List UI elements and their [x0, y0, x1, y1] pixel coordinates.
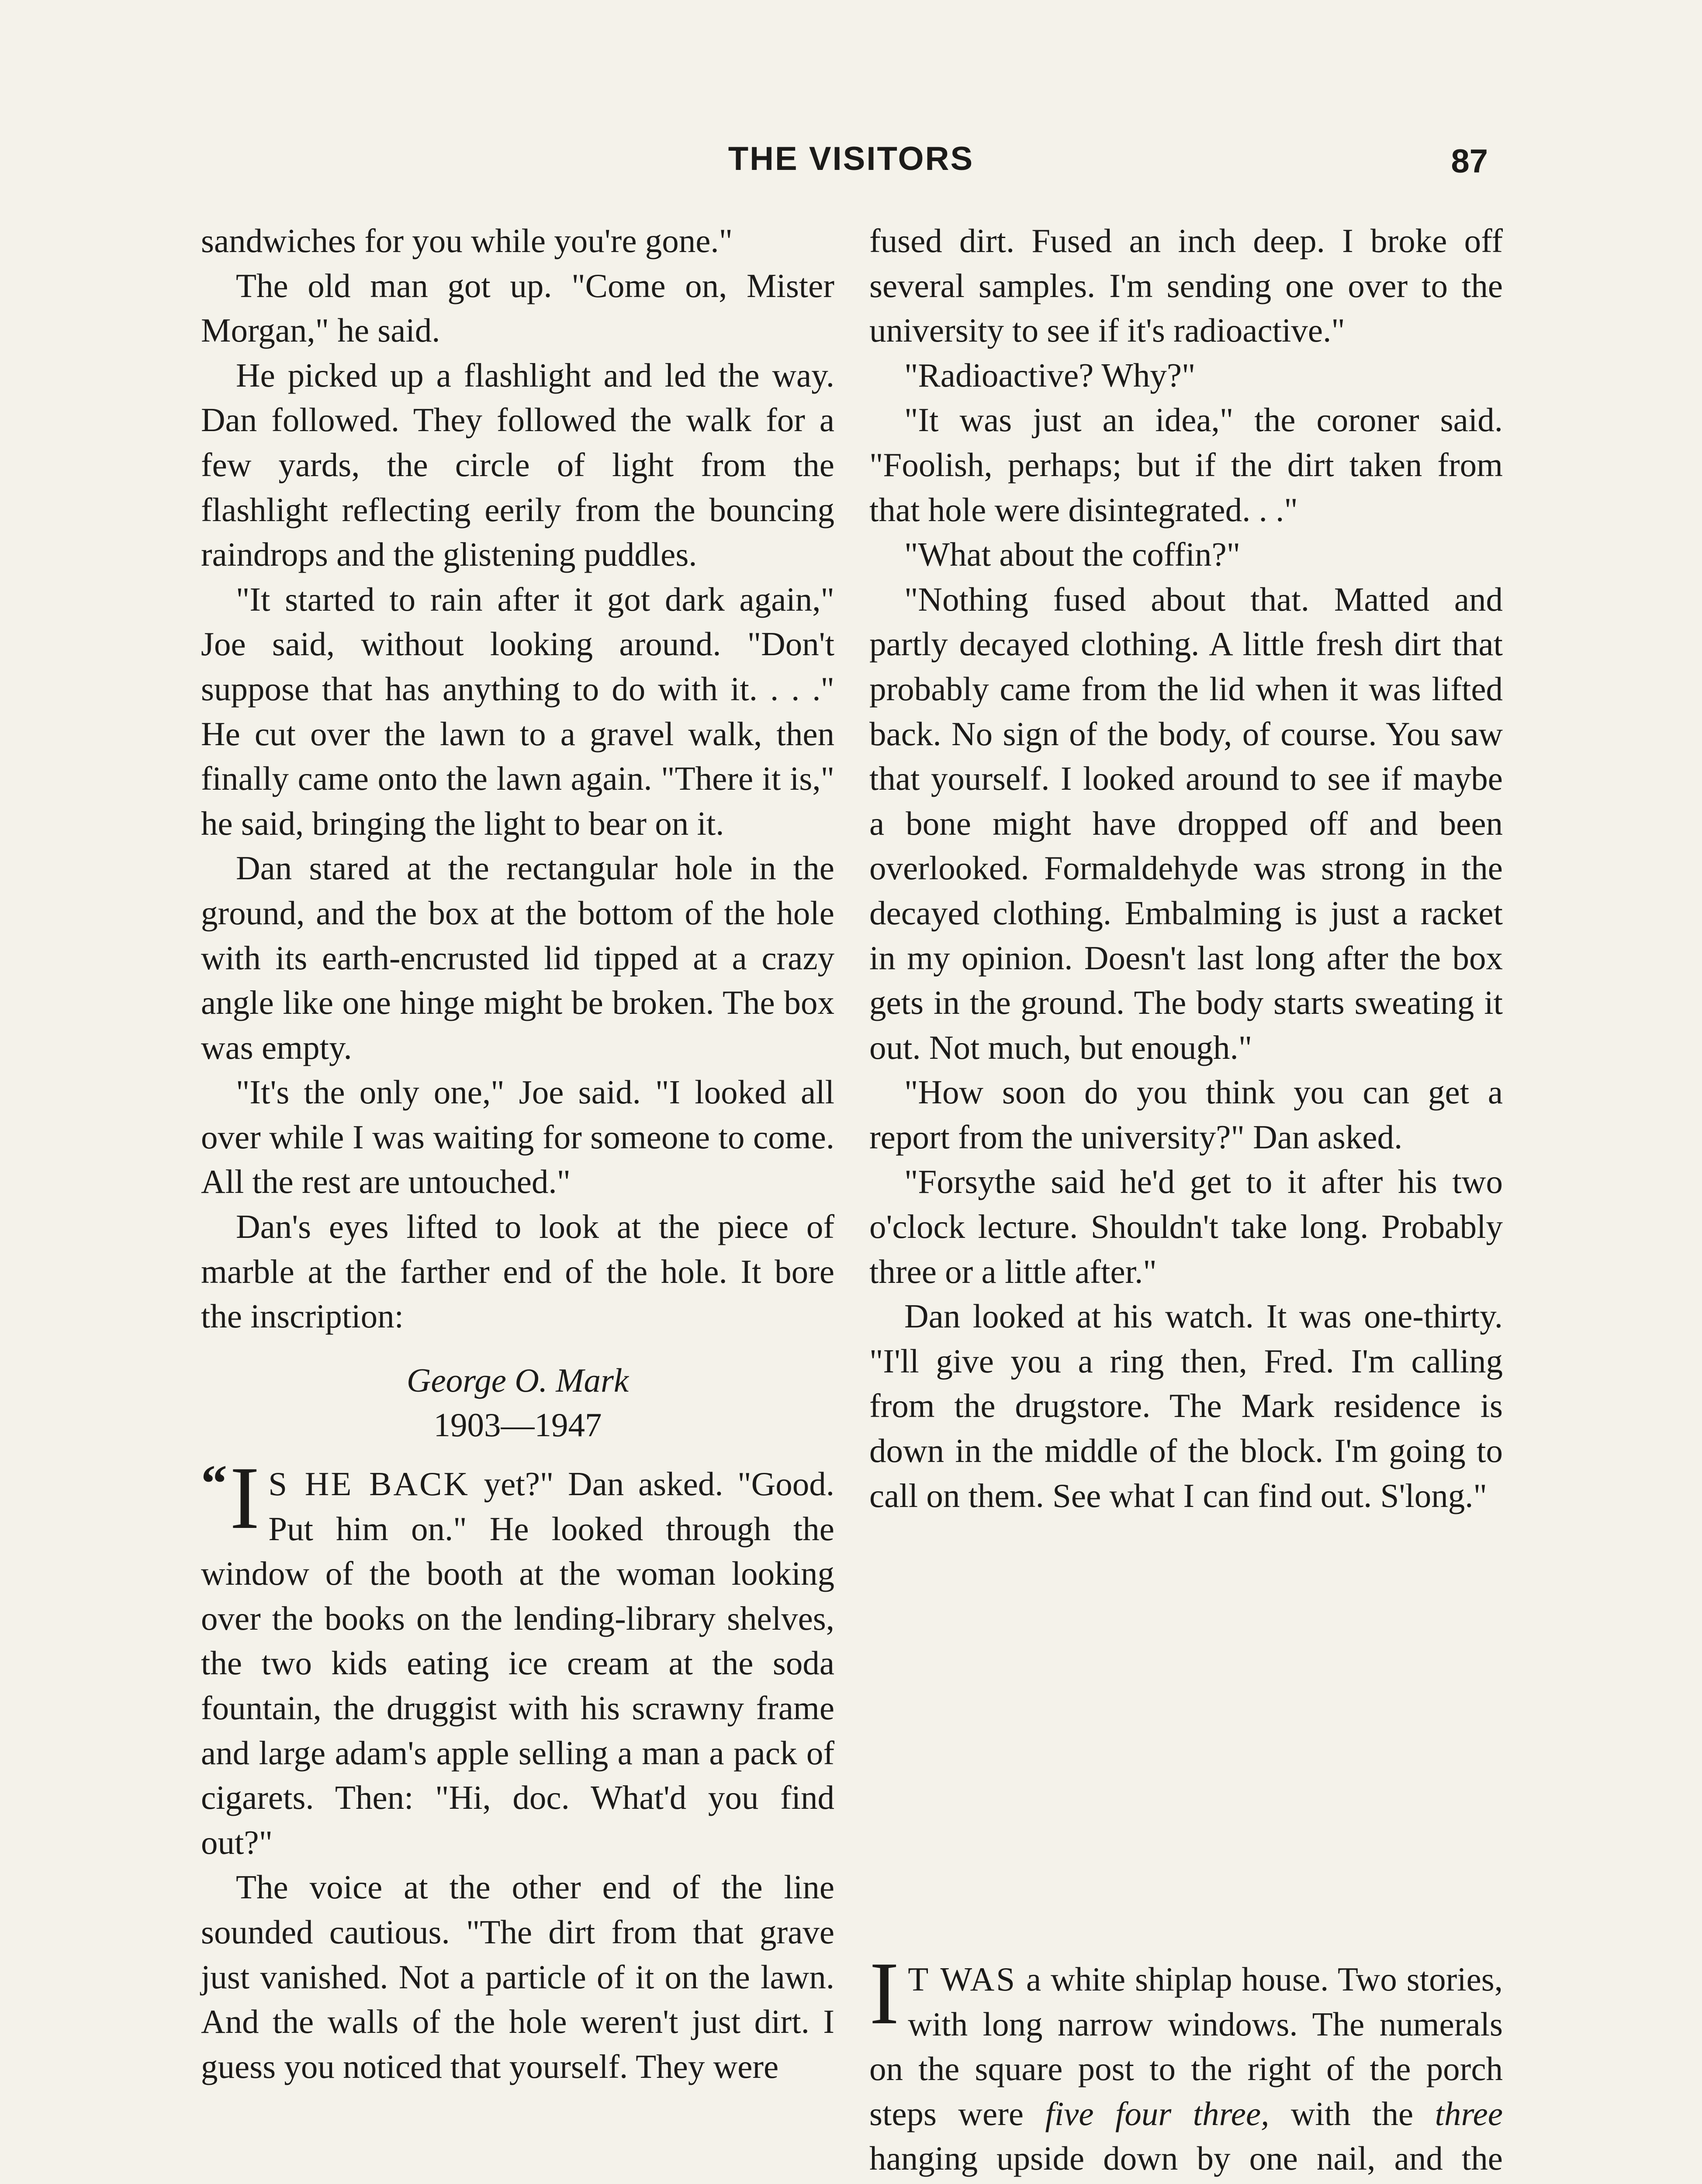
page-number: 87: [1451, 143, 1488, 180]
paragraph: fused dirt. Fused an inch deep. I broke off several samples. I'm sending one over to the university to see if it's radioactive.": [869, 222, 1503, 349]
inscription-name: George O. Mark: [406, 1361, 629, 1399]
paragraph-text: hanging upside down by one nail, and the: [869, 2139, 1503, 2177]
inscription-dates: 1903—1947: [433, 1406, 602, 1444]
opening-quote-mark: “: [201, 1454, 227, 1513]
right-column-section: [869, 1944, 1503, 2184]
running-title: THE VISITORS: [728, 140, 974, 177]
section-opening-paragraph: [869, 1944, 1503, 2184]
paragraph: The voice at the other end of the line sounded cautious. "The dirt from that grave just vanished. Not a particle of it on the lawn. And the walls of the hole weren't just dirt. I guess you noticed that yourself. They were: [201, 1868, 834, 2085]
left-column: [201, 218, 834, 2089]
drop-cap: I: [869, 1944, 899, 2043]
paragraph: Dan's eyes lifted to look at the piece of marble at the farther end of the hole. It bore the inscription:: [201, 1208, 834, 1335]
lead-in-text: S HE BACK: [268, 1465, 470, 1503]
page-header: [0, 131, 1702, 197]
lead-in-text: T WAS: [908, 1960, 1017, 1998]
italic-word: three: [1435, 2094, 1503, 2132]
right-column: [869, 218, 1503, 1518]
paragraph: "What about the coffin?": [904, 536, 1241, 574]
tombstone-inscription: [201, 1358, 834, 1448]
paragraph: "How soon do you think you can get a report from the university?" Dan asked.: [869, 1073, 1503, 1156]
italic-numerals: five four three,: [1045, 2094, 1270, 2132]
paragraph: "Nothing fused about that. Matted and partly decayed clothing. A little fresh dirt that probably came from the lid when it was lifted back. No sign of the body, of course. You saw that yourself. I looked around to see if maybe a bone might have dropped off and been overlooked. Formaldehyde was strong in the decayed clothing. Embalming is just a racket in my opinion. Doesn't last long after the box gets in the ground. The body starts sweating it out. Not much, but enough.": [869, 580, 1503, 1066]
paragraph: "Radioactive? Why?": [904, 356, 1196, 394]
paragraph: Dan looked at his watch. It was one-thirty. "I'll give you a ring then, Fred. I'm calling from the drugstore. The Mark residence is down in the middle of the block. I'm going to call on them. See what I can find out. S'long.": [869, 1297, 1503, 1514]
paragraph: Dan stared at the rectangular hole in the ground, and the box at the bottom of the hole with its earth-encrusted lid tipped at a crazy angle like one hinge might be broken. The box was empty.: [201, 849, 834, 1066]
paragraph: "Forsythe said he'd get to it after his two o'clock lecture. Shouldn't take long. Probably three or a little after.": [869, 1163, 1503, 1290]
paragraph: He picked up a flashlight and led the way. Dan followed. They followed the walk for a few yards, the circle of light from the flashlight reflecting eerily from the bouncing raindrops and the glistening puddles.: [201, 356, 834, 574]
section-opening-paragraph: [201, 1448, 834, 1865]
paragraph: "It's the only one," Joe said. "I looked all over while I was waiting for someone to come. All the rest are untouched.": [201, 1073, 834, 1201]
paragraph: "It started to rain after it got dark again," Joe said, without looking around. "Don't suppose that has anything to do with it. . . ." He cut over the lawn to a gravel walk, then finally came onto the lawn again. "There it is," he said, bringing the light to bear on it.: [201, 580, 834, 842]
paragraph-text: with the: [1269, 2094, 1435, 2132]
paragraph-text: a white shiplap house. Two stories, with long narrow windows. The numerals on the square post to the right of the porch steps were: [869, 1960, 1503, 2132]
paragraph: "It was just an idea," the coroner said. "Foolish, perhaps; but if the dirt taken from that hole were disintegrated. . .": [869, 401, 1503, 529]
drop-cap: I: [230, 1448, 260, 1548]
paragraph-text: yet?" Dan asked. "Good. Put him on." He looked through the window of the booth at the woman looking over the books on the lending-library shelves, the two kids eating ice cream at the soda fountain, the druggist with his scrawny frame and large adam's apple selling a man a pack of cigarets. Then: "Hi, doc. What'd you find out?": [201, 1465, 834, 1861]
paragraph: The old man got up. "Come on, Mister Morgan," he said.: [201, 266, 834, 349]
paragraph: sandwiches for you while you're gone.": [201, 222, 733, 259]
